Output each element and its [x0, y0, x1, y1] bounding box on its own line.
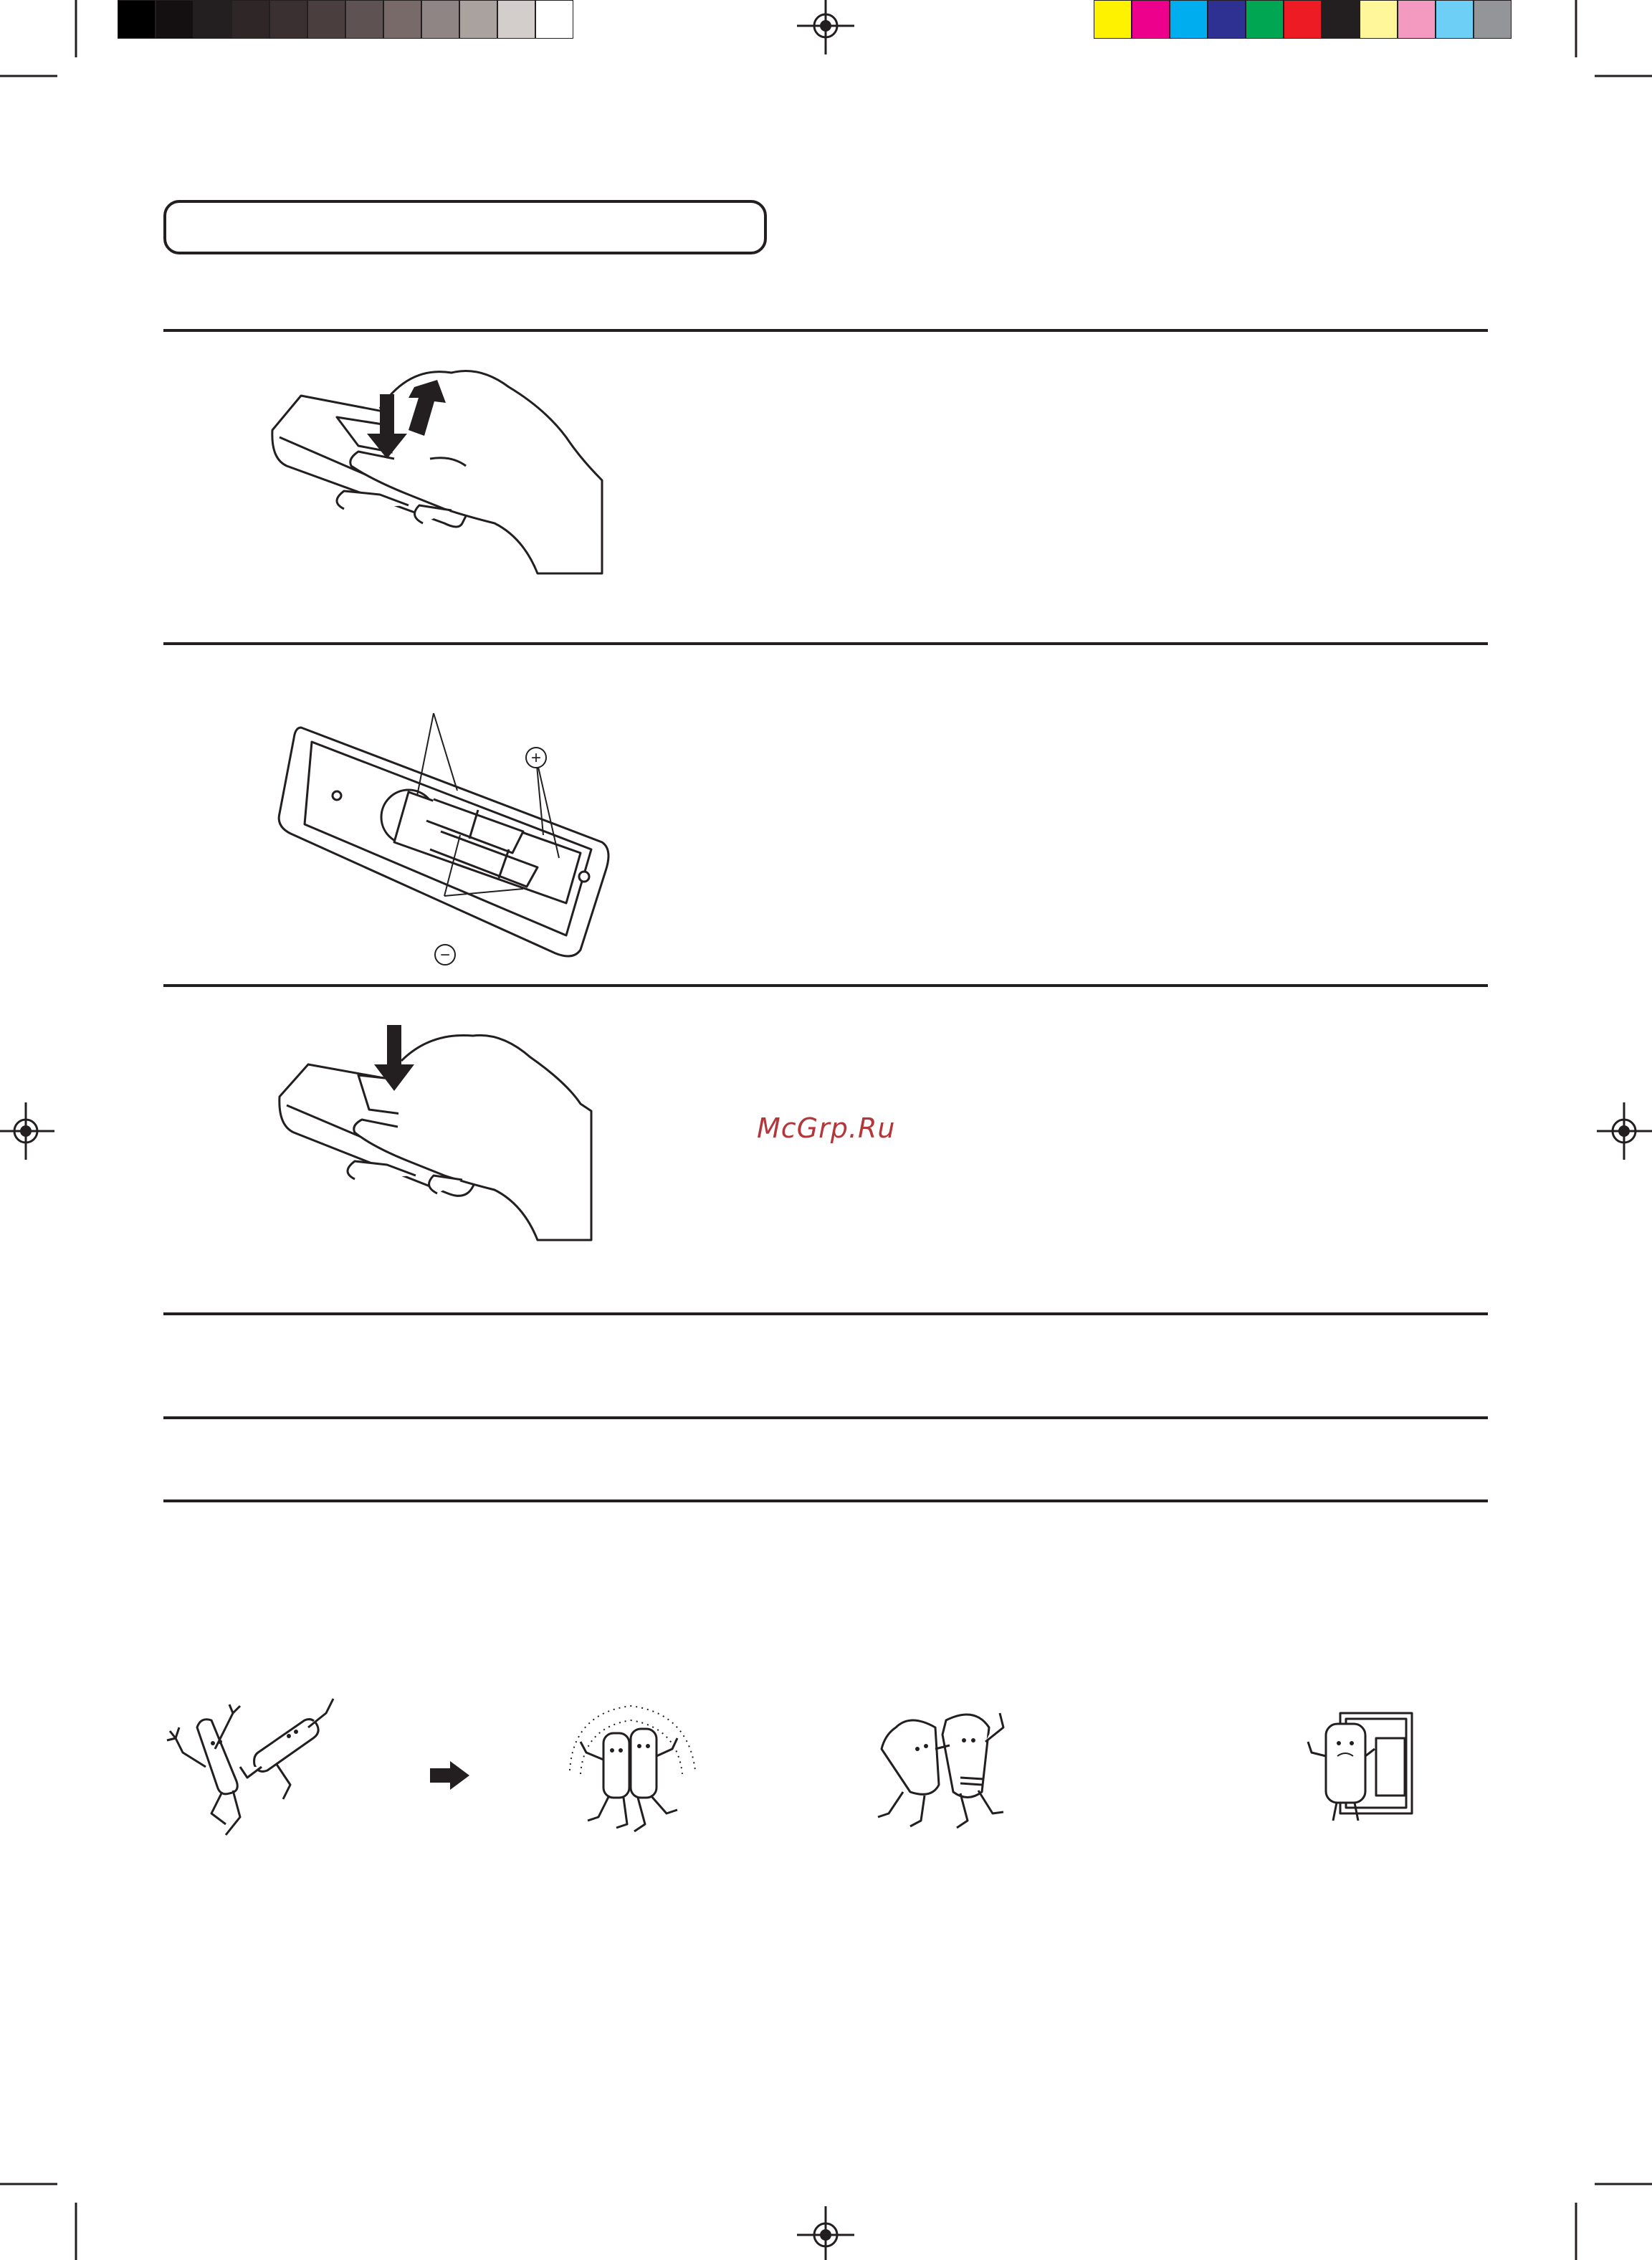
svg-text:+: + [530, 748, 542, 768]
remote-cover-open-illustration [265, 351, 609, 581]
battery-storage-cartoon [1290, 1699, 1419, 1842]
battery-pair-cartoon [559, 1692, 702, 1835]
divider [163, 984, 1488, 987]
registration-target-top [797, 0, 854, 54]
minus-polarity-marker [435, 945, 455, 965]
divider [163, 642, 1488, 645]
section-title-box [163, 200, 767, 254]
battery-mixing-cartoon [161, 1699, 348, 1842]
battery-compartment-illustration [265, 699, 624, 971]
battery-fight-cartoon [867, 1699, 1025, 1842]
svg-text:−: − [439, 945, 451, 965]
watermark: McGrp.Ru [757, 1112, 896, 1144]
registration-target-bottom [797, 2206, 854, 2260]
divider [163, 1416, 1488, 1419]
registration-target-left [0, 1102, 54, 1160]
registration-target-right [1597, 1102, 1652, 1160]
divider [163, 1312, 1488, 1315]
divider [163, 329, 1488, 332]
plus-polarity-marker [526, 748, 546, 768]
remote-cover-close-illustration [272, 1025, 616, 1254]
divider [163, 1499, 1488, 1502]
right-arrow-icon [430, 1761, 473, 1790]
